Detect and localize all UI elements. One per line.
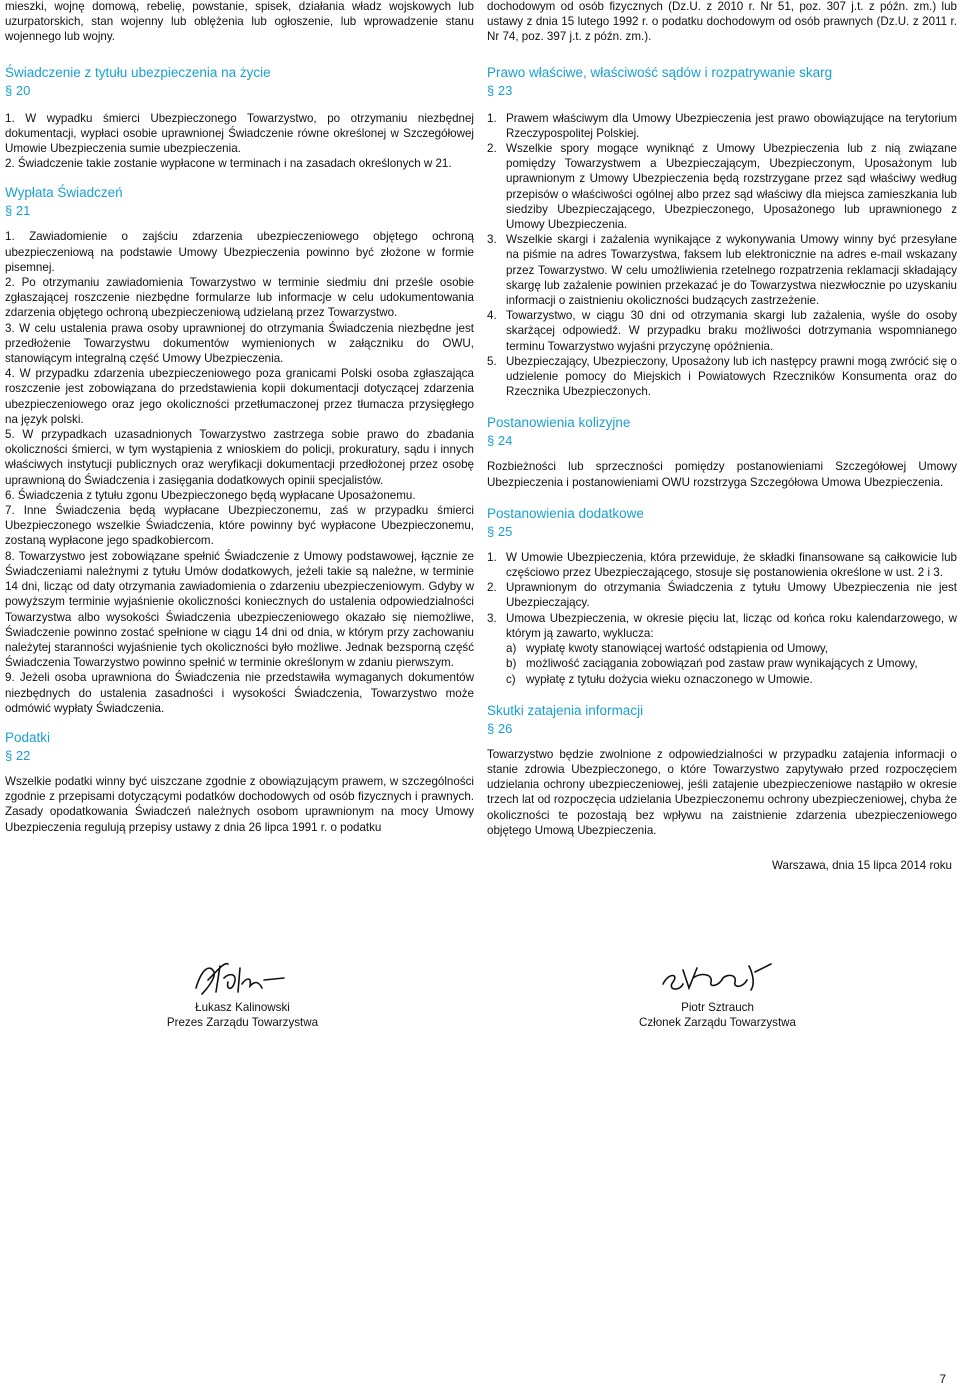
section-25-title: Postanowienia dodatkowe xyxy=(487,505,644,521)
list-item: 1. W Umowie Ubezpieczenia, która przewiduje, że składki finansowane są całkowicie lub częściowo przez Ubezpieczającego, stosuje się postanowienia określone w ust. 2 i 3. xyxy=(487,550,957,580)
list-item: 1. W wypadku śmierci Ubezpieczonego Towarzystwo, po otrzymaniu niezbędnej dokumentacji, wypłaci osobie uprawnionej Świadczenie równe określonej w Szczegółowej Umowie Ubezpieczenia sumie ubezpieczenia. xyxy=(5,111,474,156)
section-22-number: § 22 xyxy=(5,747,31,763)
signatory-role: Prezes Zarządu Towarzystwa xyxy=(166,1016,319,1029)
section-24 xyxy=(487,415,957,489)
section-22 xyxy=(5,730,474,835)
left-column xyxy=(5,0,474,835)
section-25-sublist xyxy=(487,641,957,687)
section-20-title: Świadczenie z tytułu ubezpieczenia na życie xyxy=(5,64,271,80)
section-23-number: § 23 xyxy=(487,82,513,98)
section-21-list xyxy=(5,229,474,716)
section-26-text: Towarzystwo będzie zwolnione z odpowiedzialności w przypadku zatajenia informacji o stanie zdrowia Ubezpieczonego, o które Towarzystwo zapytywało przed rozpoczęciem udzielania ochrony ubezpieczeniowej, jeśli zatajenie ubezpieczeniowe nastąpiło w okresie trzech lat od rozpoczęcia udzielania Ubezpieczonemu ochrony ubezpieczeniowej, chyba że okoliczności te pozostają bez wpływu na zaistnienie zdarzenia ubezpieczeniowego objętego Umową Ubezpieczenia. xyxy=(487,747,957,837)
list-item: 2. Po otrzymaniu zawiadomienia Towarzystwo w terminie siedmiu dni prześle osobie zgłaszającej roszczenie niezbędne formularze lub informacje w celu udokumentowania zdarzenia objętego ochroną ubezpieczeniową udzielaną przez Towarzystwo. xyxy=(5,276,474,320)
section-23 xyxy=(487,65,957,400)
section-22-title: Podatki xyxy=(5,729,51,745)
list-item: 2. Wszelkie spory mogące wyniknąć z Umowy Ubezpieczenia lub z nią związane pomiędzy Towarzystwem a Ubezpieczającym, Ubezpieczonym, Uposażonym lub uprawnionym z Umowy Ubezpieczenia będą rozstrzygane przez sąd właściwy według przepisów o właściwości ogólnej albo przez sąd właściwy dla miejsca zamieszkania lub siedziby Ubezpieczającego, Ubezpieczonego, Uposażonego lub uprawnionego z Umowy Ubezpieczenia. xyxy=(487,142,957,232)
section-26-title: Skutki zatajenia informacji xyxy=(487,702,644,718)
section-26 xyxy=(487,703,957,838)
list-item: 4. Towarzystwo, w ciągu 30 dni od otrzymania skargi lub zażalenia, wyśle do osoby skarżącej odpowiedź. W przypadku braku możliwości dotrzymania wspomnianego terminu Towarzystwo wyjaśni przyczynę opóźnienia. xyxy=(487,309,957,353)
place-date: Warszawa, dnia 15 lipca 2014 roku xyxy=(771,858,952,872)
section-21-number: § 21 xyxy=(5,203,31,219)
section-22-text: Wszelkie podatki winny być uiszczane zgodnie z obowiązującym prawem, w szczególności zgodnie z przepisami dotyczącymi podatków dochodowych od osób fizycznych i prawnych. Zasady opodatkowania Świadczeń należnych osobom uprawnionym na mocy Umowy Ubezpieczenia regulują przepisy ustawy z dnia 26 lipca 1991 r. o podatku xyxy=(5,774,474,834)
signature-block-president xyxy=(150,958,335,1030)
section-24-title: Postanowienia kolizyjne xyxy=(487,415,631,431)
signatory-name: Łukasz Kalinowski xyxy=(195,1001,290,1014)
section-21 xyxy=(5,185,474,716)
signature-block-member xyxy=(625,958,810,1030)
list-item: 1. Prawem właściwym dla Umowy Ubezpieczenia jest prawo obowiązujące na terytorium Rzeczypospolitej Polskiej. xyxy=(487,111,957,140)
list-item: 3. W celu ustalenia prawa osoby uprawnionej do otrzymania Świadczenia niezbędne jest przedłożenie Towarzystwu dokumentów wymienionych w załączniku do OWU, stanowiącym integralną część Umowy Ubezpieczenia. xyxy=(5,321,475,366)
left-intro: mieszki, wojnę domową, rebelię, powstanie, spisek, działania władz wojskowych lub uzurpatorskich, stan wojenny lub oblężenia lub ogłoszenie, lub wprowadzenie stanu wojennego lub wojny. xyxy=(5,0,474,44)
section-25-number: § 25 xyxy=(487,523,513,539)
list-item: 6. Świadczenia z tytułu zgonu Ubezpieczonego będą wypłacane Uposażonemu. xyxy=(5,488,416,502)
list-item: 9. Jeżeli osoba uprawniona do Świadczenia nie przedstawiła wymaganych dokumentów niezbędnych do ustalenia zasadności i wysokości Świadczenia, Towarzystwo może odmówić wypłaty Świadczenia. xyxy=(5,671,474,715)
list-item: 4. W przypadku zdarzenia ubezpieczeniowego poza granicami Polski osoba zgłaszająca roszczenie jest zobowiązana do przedstawienia kopii dokumentacji dotyczącej zdarzenia ubezpieczeniowego oraz jego okoliczności przetłumaczonej przez tłumacza przysięgłego na język polski. xyxy=(5,367,474,426)
section-21-title: Wypłata Świadczeń xyxy=(5,185,123,201)
list-item: 3. Umowa Ubezpieczenia, w okresie pięciu lat, licząc od końca roku kalendarzowego, w którym ją zawarto, wyklucza: xyxy=(487,611,957,640)
handwritten-signature-icon xyxy=(188,958,298,1000)
section-24-number: § 24 xyxy=(487,433,513,449)
list-item: 2. Uprawnionym do otrzymania Świadczenia z tytułu Umowy Ubezpieczenia nie jest Ubezpieczający. xyxy=(487,581,957,610)
section-20-number: § 20 xyxy=(5,82,31,98)
section-20 xyxy=(5,65,474,172)
signatory-name: Piotr Sztrauch xyxy=(681,1001,754,1014)
list-item: 8. Towarzystwo jest zobowiązane spełnić Świadczenie z Umowy podstawowej, łącznie ze Świadczeniami należnymi z tytułu Umów dodatkowych, jeżeli takie są należne, w terminie 14 dni, licząc od daty otrzymania zawiadomienia o zdarzeniu ubezpieczeniowym. Gdyby w powyższym terminie wyjaśnienie okoliczności koniecznych do ustalenia odpowiedzialności Towarzystwa albo wysokości Świadczenia ubezpieczeniowego okazało się niemożliwe, Świadczenie powinno zostać spełnione w ciągu 14 dni od dnia, w którym przy zachowaniu należytej staranności wyjaśnienie tych okoliczności było możliwe. Jednak bezsporną część Świadczenia Towarzystwo powinno spełnić w terminie określonym w zdaniu pierwszym. xyxy=(5,549,474,670)
section-24-text: Rozbieżności lub sprzeczności pomiędzy postanowieniami Szczegółowej Umowy Ubezpieczenia i postanowieniami OWU rozstrzyga Szczegółowa Umowa Ubezpieczenia. xyxy=(487,460,957,489)
list-item: 2. Świadczenie takie zostanie wypłacone w terminach i na zasadach określonych w 21. xyxy=(5,157,452,171)
handwritten-signature-icon xyxy=(653,958,783,1000)
right-intro: dochodowym od osób fizycznych (Dz.U. z 2010 r. Nr 51, poz. 307 j.t. z późn. zm.) lub ustawy z dnia 15 lutego 1992 r. o podatku dochodowym od osób prawnych (Dz.U. z 2011 r. Nr 74, poz. 397 j.t. z późn. zm.). xyxy=(487,0,957,44)
signatory-role: Członek Zarządu Towarzystwa xyxy=(638,1016,796,1029)
list-item: 5. Ubezpieczający, Ubezpieczony, Uposażony lub ich następcy prawni mogą zwrócić się o udzielenie pomocy do Miejskich i Powiatowych Rzeczników Konsumenta oraz do Rzecznika Ubezpieczonych. xyxy=(487,354,957,399)
list-item: 3. Wszelkie skargi i zażalenia wynikające z wykonywania Umowy winny być przesyłane na piśmie na adres Towarzystwa, faksem lub elektronicznie na adres e-mail wskazany przez Towarzystwo. W celu umożliwienia rzetelnego rozpatrzenia reklamacji składający skargę lub zażalenie powinien przekazać je do Towarzystwa niezwłocznie po uzyskaniu informacji o zaistnieniu okoliczności budzących zastrzeżenie. xyxy=(487,233,957,308)
section-25 xyxy=(487,506,957,687)
list-item: a) wypłatę kwoty stanowiącej wartość odstąpienia od Umowy, xyxy=(506,642,829,656)
right-column xyxy=(487,0,957,873)
list-item: 5. W przypadkach uzasadnionych Towarzystwo zastrzega sobie prawo do zbadania okoliczności śmierci, w tym wystąpienia z wnioskiem do policji, prokuratury, sądu i innych właściwych instytucji publicznych oraz weryfikacji dokumentacji przedłożonej przez osobę uprawnioną do Świadczenia i zasięgania dodatkowych opinii specjalistów. xyxy=(5,428,474,487)
section-26-number: § 26 xyxy=(487,720,513,736)
list-item: 7. Inne Świadczenia będą wypłacane Ubezpieczonemu, zaś w przypadku śmierci Ubezpieczonego wszelkie Świadczenia, które powinny być wypłacone Ubezpieczonemu, zostaną wypłacone jego spadkobiercom. xyxy=(5,504,474,548)
section-23-title: Prawo właściwe, właściwość sądów i rozpatrywanie skarg xyxy=(487,64,833,80)
list-item: 1. Zawiadomienie o zajściu zdarzenia ubezpieczeniowego objętego ochroną ubezpieczeniową na podstawie Umowy Ubezpieczenia powinno być złożone w formie pisemnej. xyxy=(5,230,474,274)
page-number: 7 xyxy=(939,1372,946,1386)
section-20-list xyxy=(5,111,474,172)
list-item: c) wypłatę z tytułu dożycia wieku oznaczonego w Umowie. xyxy=(506,672,813,686)
list-item: b) możliwość zaciągania zobowiązań pod zastaw praw wynikających z Umowy, xyxy=(506,657,918,671)
section-23-list xyxy=(487,111,957,400)
section-25-list xyxy=(487,550,957,641)
